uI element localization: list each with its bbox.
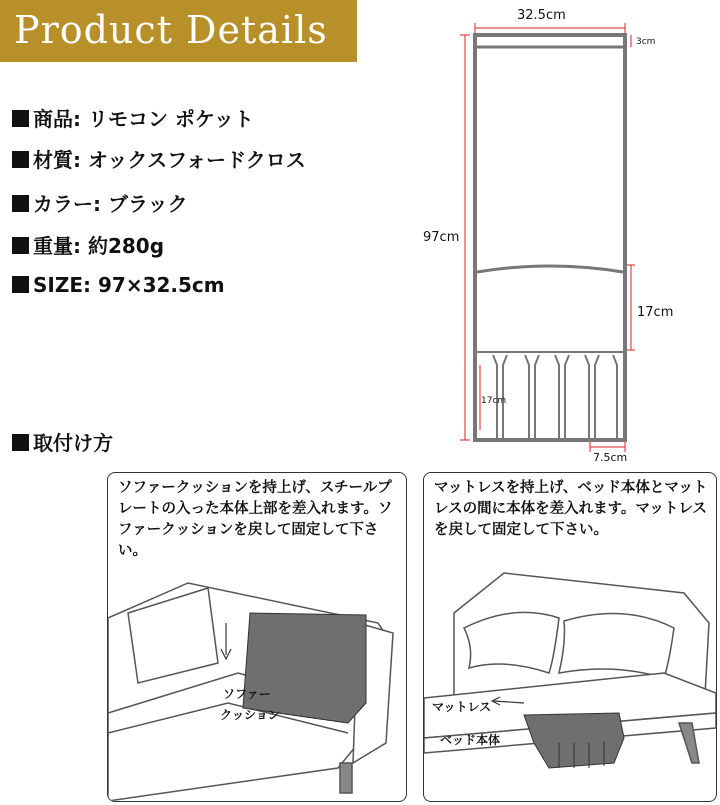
slot-width-label: 7.5cm: [593, 451, 628, 464]
spec-size: [12, 273, 225, 297]
spec-product: [12, 103, 254, 132]
bullet-square-icon: [12, 151, 29, 168]
sofa-illustration: [108, 563, 406, 801]
spec-value: ブラック: [107, 192, 188, 216]
product-dimension-diagram: [455, 20, 700, 460]
spec-value: オックスフォードクロス: [87, 148, 306, 172]
spec-value: 97×32.5cm: [97, 273, 225, 297]
pocket-height-label: 17cm: [637, 305, 674, 320]
spec-label: カラー:: [33, 192, 101, 216]
spec-label: SIZE:: [33, 273, 92, 297]
spec-weight: [12, 230, 164, 259]
sofa-install-panel: [107, 472, 407, 802]
bed-instruction: マットレスを持上げ、ベッド本体とマットレスの間に本体を差入れます。マットレスを戻して固定して下さい。: [434, 480, 708, 538]
bullet-square-icon: [12, 276, 29, 293]
spec-label: 重量:: [33, 234, 81, 258]
spec-label: 商品:: [33, 107, 81, 131]
spec-color: [12, 188, 188, 217]
bed-illustration: [424, 563, 716, 801]
slot-height-label: 17cm: [481, 396, 507, 406]
bed-frame-label: ベッド本体: [440, 733, 501, 747]
title-banner: [0, 0, 357, 62]
spec-label: 材質:: [33, 148, 81, 172]
mattress-label: マットレス: [432, 700, 492, 714]
sofa-instruction: ソファークッションを持上げ、スチールプレートの入った本体上部を差入れます。ソファークッションを戻して固定して下さい。: [118, 480, 393, 559]
page-title: Product Details: [14, 8, 328, 52]
sofa-cushion-label-1: ソファー: [223, 687, 271, 701]
height-label: 97cm: [423, 230, 460, 245]
pillow-left: [464, 612, 559, 673]
bullet-square-icon: [12, 434, 29, 451]
bullet-square-icon: [12, 195, 29, 212]
bullet-square-icon: [12, 237, 29, 254]
spec-value: リモコン ポケット: [87, 107, 254, 131]
install-heading: [12, 427, 113, 456]
pillow-right: [559, 613, 674, 678]
top-band-label: 3cm: [636, 37, 656, 47]
width-label: 32.5cm: [517, 8, 566, 23]
spec-value: 約280g: [87, 234, 165, 258]
sofa-cushion-label-2: クッション: [220, 708, 280, 722]
bullet-square-icon: [12, 110, 29, 127]
bed-install-panel: [423, 472, 717, 802]
spec-material: [12, 144, 306, 173]
install-heading-text: 取付け方: [33, 431, 113, 455]
